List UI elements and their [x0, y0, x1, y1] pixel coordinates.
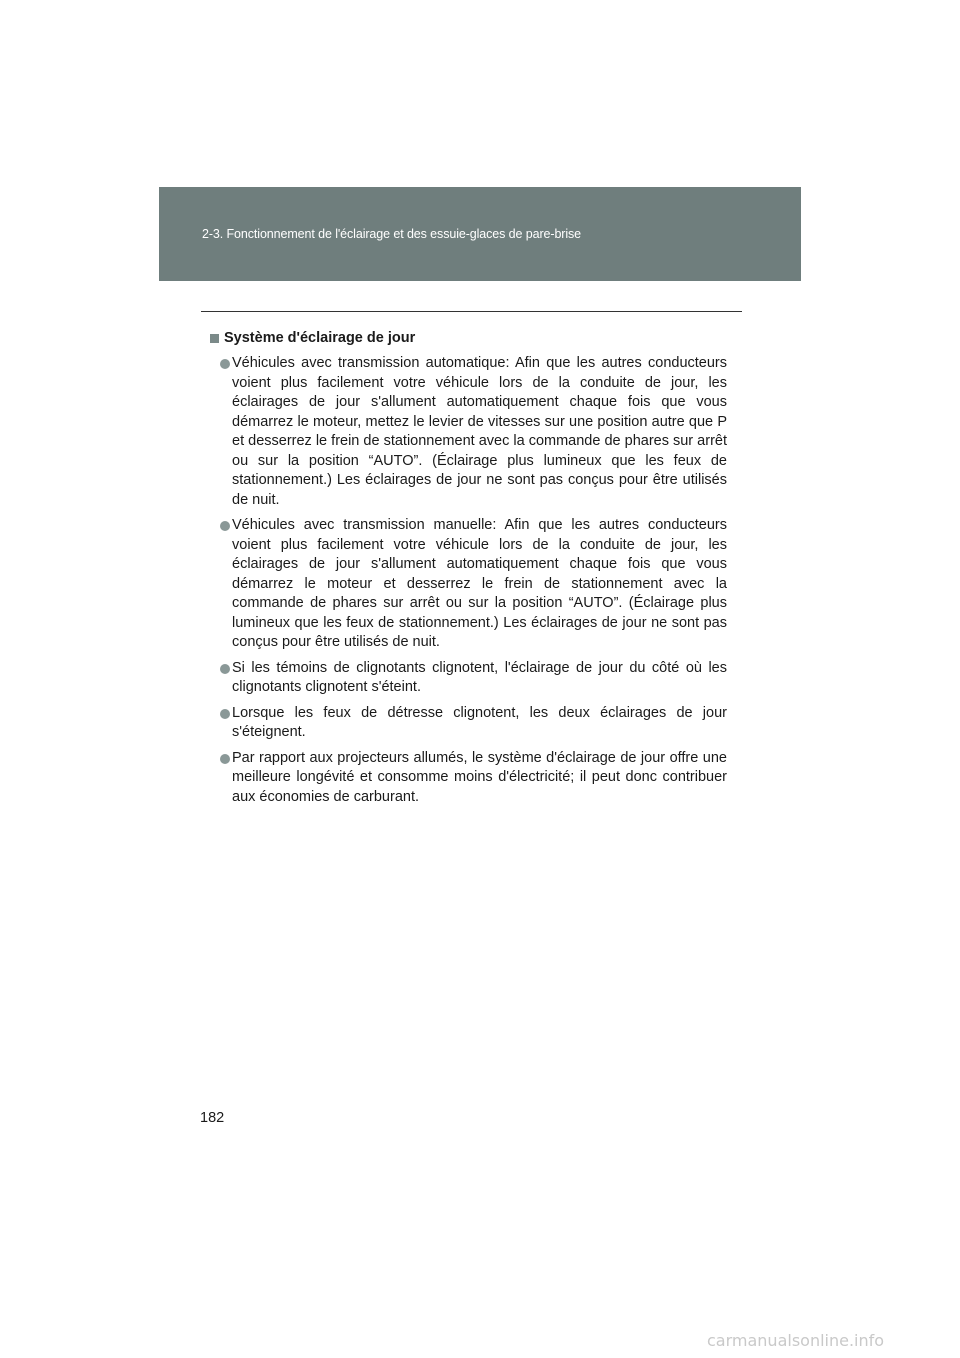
list-item: [208, 659, 727, 698]
list-item: [208, 516, 727, 653]
main-content: [208, 328, 727, 813]
list-item-text: Véhicules avec transmission manuelle: Afin que les autres conducteurs voient plus facilement votre véhicule lors de la conduite de jour, les éclairages de jour s'allument automatiquement chaque fois que vous démarrez le moteur et desserrez le frein de stationnement avec la commande de phares sur arrêt ou sur la position “AUTO”. (Éclairage plus lumineux que les feux de stationnement.) Les éclairages de jour ne sont pas conçus pour être utilisés de nuit.: [232, 517, 727, 650]
list-item: [208, 704, 727, 743]
list-item-text: Lorsque les feux de détresse clignotent, les deux éclairages de jour s'éteignent.: [232, 704, 727, 740]
header-band: [159, 187, 801, 281]
list-item: [208, 354, 727, 510]
bullet-list: [208, 354, 727, 807]
circle-bullet-icon: [220, 359, 230, 369]
watermark: carmanualsonline.info: [707, 1331, 885, 1350]
list-item-text: Véhicules avec transmission automatique: Afin que les autres conducteurs voient plus facilement votre véhicule lors de la conduite de jour, les éclairages de jour s'allument automatiquement chaque fois que vous démarrez le moteur, mettez le levier de vitesses sur une position autre que P et desserrez le frein de stationnement avec la commande de phares sur arrêt ou sur la position “AUTO”. (Éclairage plus lumineux que les feux de stationnement.) Les éclairages de jour ne sont pas conçus pour être utilisés de nuit.: [232, 355, 727, 508]
list-item: [208, 749, 727, 808]
list-item-text: Par rapport aux projecteurs allumés, le système d'éclairage de jour offre une meilleure longévité et consomme moins d'électricité; il peut donc contribuer aux économies de carburant.: [232, 749, 727, 805]
list-item-text: Si les témoins de clignotants clignotent, l'éclairage de jour du côté où les clignotants clignotent s'éteint.: [232, 659, 727, 695]
chapter-header-title: 2-3. Fonctionnement de l'éclairage et des essuie-glaces de pare-brise: [202, 227, 582, 241]
section-heading-text: Système d'éclairage de jour: [224, 330, 416, 346]
square-bullet-icon: [210, 334, 219, 343]
circle-bullet-icon: [220, 521, 230, 531]
section-divider: [201, 311, 742, 312]
section-heading: [208, 328, 727, 348]
circle-bullet-icon: [220, 754, 230, 764]
circle-bullet-icon: [220, 709, 230, 719]
page-number: 182: [200, 1110, 225, 1126]
circle-bullet-icon: [220, 664, 230, 674]
